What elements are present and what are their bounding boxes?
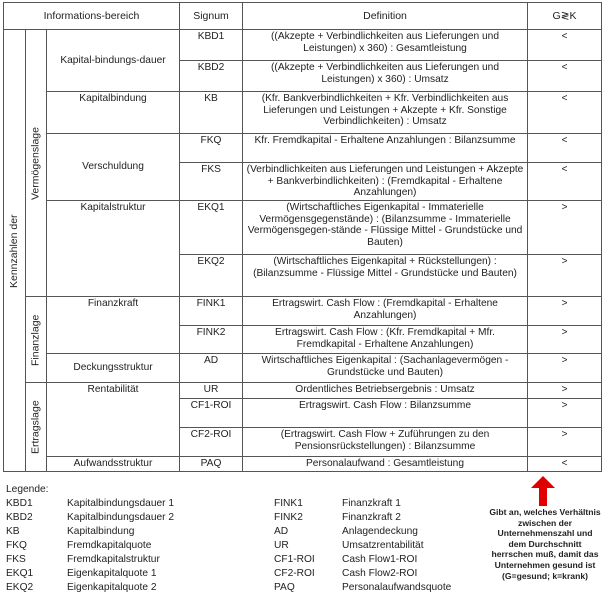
signum-cell: EKQ2 [180,255,243,297]
signum-cell: AD [180,354,243,383]
definition-cell: Kfr. Fremdkapital - Erhaltene Anzahlungen : Bilanzsumme [243,134,528,163]
legend-abbr: FKQ [6,540,27,551]
grade-explanation-note: Gibt an, welches Verhältnis zwischen der Unternehmenszahl und dem Durchschnitt herrschen muß, damit das Unternehmen gesund ist (G=gesund; k=krank) [489,507,601,581]
table-row [4,457,602,472]
definition-cell: Ertragswirt. Cash Flow : (Fremdkapital - Erhaltene Anzahlungen) [243,297,528,326]
table-row [4,30,602,61]
group-finanz-label: Finanzlage [26,297,47,383]
table-row [4,354,602,383]
table-row [4,134,602,163]
legend-name: Cash Flow1-ROI [342,554,418,565]
legend-name: Fremdkapitalquote [67,540,152,551]
signum-cell: FINK1 [180,297,243,326]
grade-cell: > [528,354,602,383]
legend-name: Umsatzrentabilität [342,540,424,551]
up-arrow-icon [531,476,555,506]
area-rentabilitaet: Rentabilität [47,383,180,457]
legend-abbr: FINK1 [274,498,303,509]
area-aufwandsstruktur: Aufwandsstruktur [47,457,180,472]
kennzahlen-table [3,2,602,472]
table-header-row [4,3,602,30]
definition-cell: (Verbindlichkeiten aus Lieferungen und Leistungen + Akzepte + Bankverbindlichkeiten) : (Fremdkapital - Erhaltene Anzahlungen) [243,163,528,201]
definition-cell: (Kfr. Bankverbindlichkeiten + Kfr. Verbindlichkeiten aus Lieferungen und Leistungen + Akzepte + Kfr. Sonstige Verbindlichkeiten) : Umsatz [243,92,528,134]
legend-name: Kapitalbindung [67,526,135,537]
table-row [4,297,602,326]
grade-cell: > [528,326,602,354]
legend-name: Kapitalbindungsdauer 2 [67,512,175,523]
header-definition: Definition [243,3,528,30]
signum-cell: CF2-ROI [180,428,243,457]
grade-cell: < [528,163,602,201]
legend-abbr: AD [274,526,289,537]
area-verschuldung: Verschuldung [47,134,180,201]
definition-cell: (Wirtschaftliches Eigenkapital + Rückstellungen) : (Bilanzsumme - Flüssige Mittel - Grundstücke und Bauten) [243,255,528,297]
signum-cell: KB [180,92,243,134]
definition-cell: Ertragswirt. Cash Flow : (Kfr. Fremdkapital + Mfr. Fremdkapital - Erhaltene Anzahlungen) [243,326,528,354]
legend-name: Personalaufwandsquote [342,582,452,593]
grade-cell: > [528,383,602,399]
definition-cell: ((Akzepte + Verbindlichkeiten aus Lieferungen und Leistungen) x 360) : Umsatz [243,61,528,92]
signum-cell: KBD1 [180,30,243,61]
grade-cell: < [528,61,602,92]
group-main-label: Kennzahlen der [4,30,26,472]
definition-cell: Ordentliches Betriebsergebnis : Umsatz [243,383,528,399]
legend-name: Cash Flow2-ROI [342,568,418,579]
legend-name: Eigenkapitalquote 1 [67,568,157,579]
legend-name: Eigenkapitalquote 2 [67,582,157,593]
legend-abbr: FKS [6,554,26,565]
signum-cell: KBD2 [180,61,243,92]
area-kapitalbindungsdauer: Kapital-bindungs-dauer [47,30,180,92]
legend-abbr: PAQ [274,582,295,593]
legend-abbr: KBD1 [6,498,33,509]
signum-cell: FINK2 [180,326,243,354]
legend-name: Finanzkraft 1 [342,498,401,509]
group-vermoegen-label: Vermögenslage [26,30,47,297]
grade-cell: < [528,30,602,61]
grade-cell: > [528,399,602,428]
grade-cell: > [528,297,602,326]
definition-cell: (Ertragswirt. Cash Flow + Zuführungen zu den Pensionsrückstellungen) : Bilanzsumme [243,428,528,457]
legend-abbr: CF1-ROI [274,554,315,565]
grade-cell: < [528,92,602,134]
table-row [4,92,602,134]
legend-abbr: FINK2 [274,512,303,523]
legend-name: Finanzkraft 2 [342,512,401,523]
grade-cell: < [528,457,602,472]
grade-cell: > [528,255,602,297]
legend-abbr: EKQ2 [6,582,34,593]
area-finanzkraft: Finanzkraft [47,297,180,354]
legend-title: Legende: [6,484,49,495]
table-row [4,383,602,399]
definition-cell: Ertragswirt. Cash Flow : Bilanzsumme [243,399,528,428]
definition-cell: Wirtschaftliches Eigenkapital : (Sachanlagevermögen - Grundstücke und Bauten) [243,354,528,383]
header-area: Informations-bereich [4,3,180,30]
signum-cell: FKS [180,163,243,201]
legend-abbr: KB [6,526,20,537]
header-signum: Signum [180,3,243,30]
legend-abbr: CF2-ROI [274,568,315,579]
grade-cell: > [528,201,602,255]
grade-cell: > [528,428,602,457]
legend-name: Fremdkapitalstruktur [67,554,160,565]
legend-name: Anlagendeckung [342,526,418,537]
definition-cell: Personalaufwand : Gesamtleistung [243,457,528,472]
legend-name: Kapitalbindungsdauer 1 [67,498,175,509]
signum-cell: FKQ [180,134,243,163]
area-kapitalstruktur: Kapitalstruktur [47,201,180,297]
grade-cell: < [528,134,602,163]
area-deckungsstruktur: Deckungsstruktur [47,354,180,383]
legend-abbr: UR [274,540,289,551]
signum-cell: UR [180,383,243,399]
definition-cell: (Wirtschaftliches Eigenkapital - Immaterielle Vermögensgegenstände) : (Bilanzsumme - Immaterielle Vermögensgegen-stände - Flüssige Mittel - Grundstücke und Bauten) [243,201,528,255]
signum-cell: CF1-ROI [180,399,243,428]
header-grade: G≷K [528,3,602,30]
area-kapitalbindung: Kapitalbindung [47,92,180,134]
signum-cell: PAQ [180,457,243,472]
table-row [4,201,602,255]
legend-abbr: KBD2 [6,512,33,523]
group-ertrag-label: Ertragslage [26,383,47,472]
legend-abbr: EKQ1 [6,568,34,579]
definition-cell: ((Akzepte + Verbindlichkeiten aus Lieferungen und Leistungen) x 360) : Gesamtleistung [243,30,528,61]
signum-cell: EKQ1 [180,201,243,255]
